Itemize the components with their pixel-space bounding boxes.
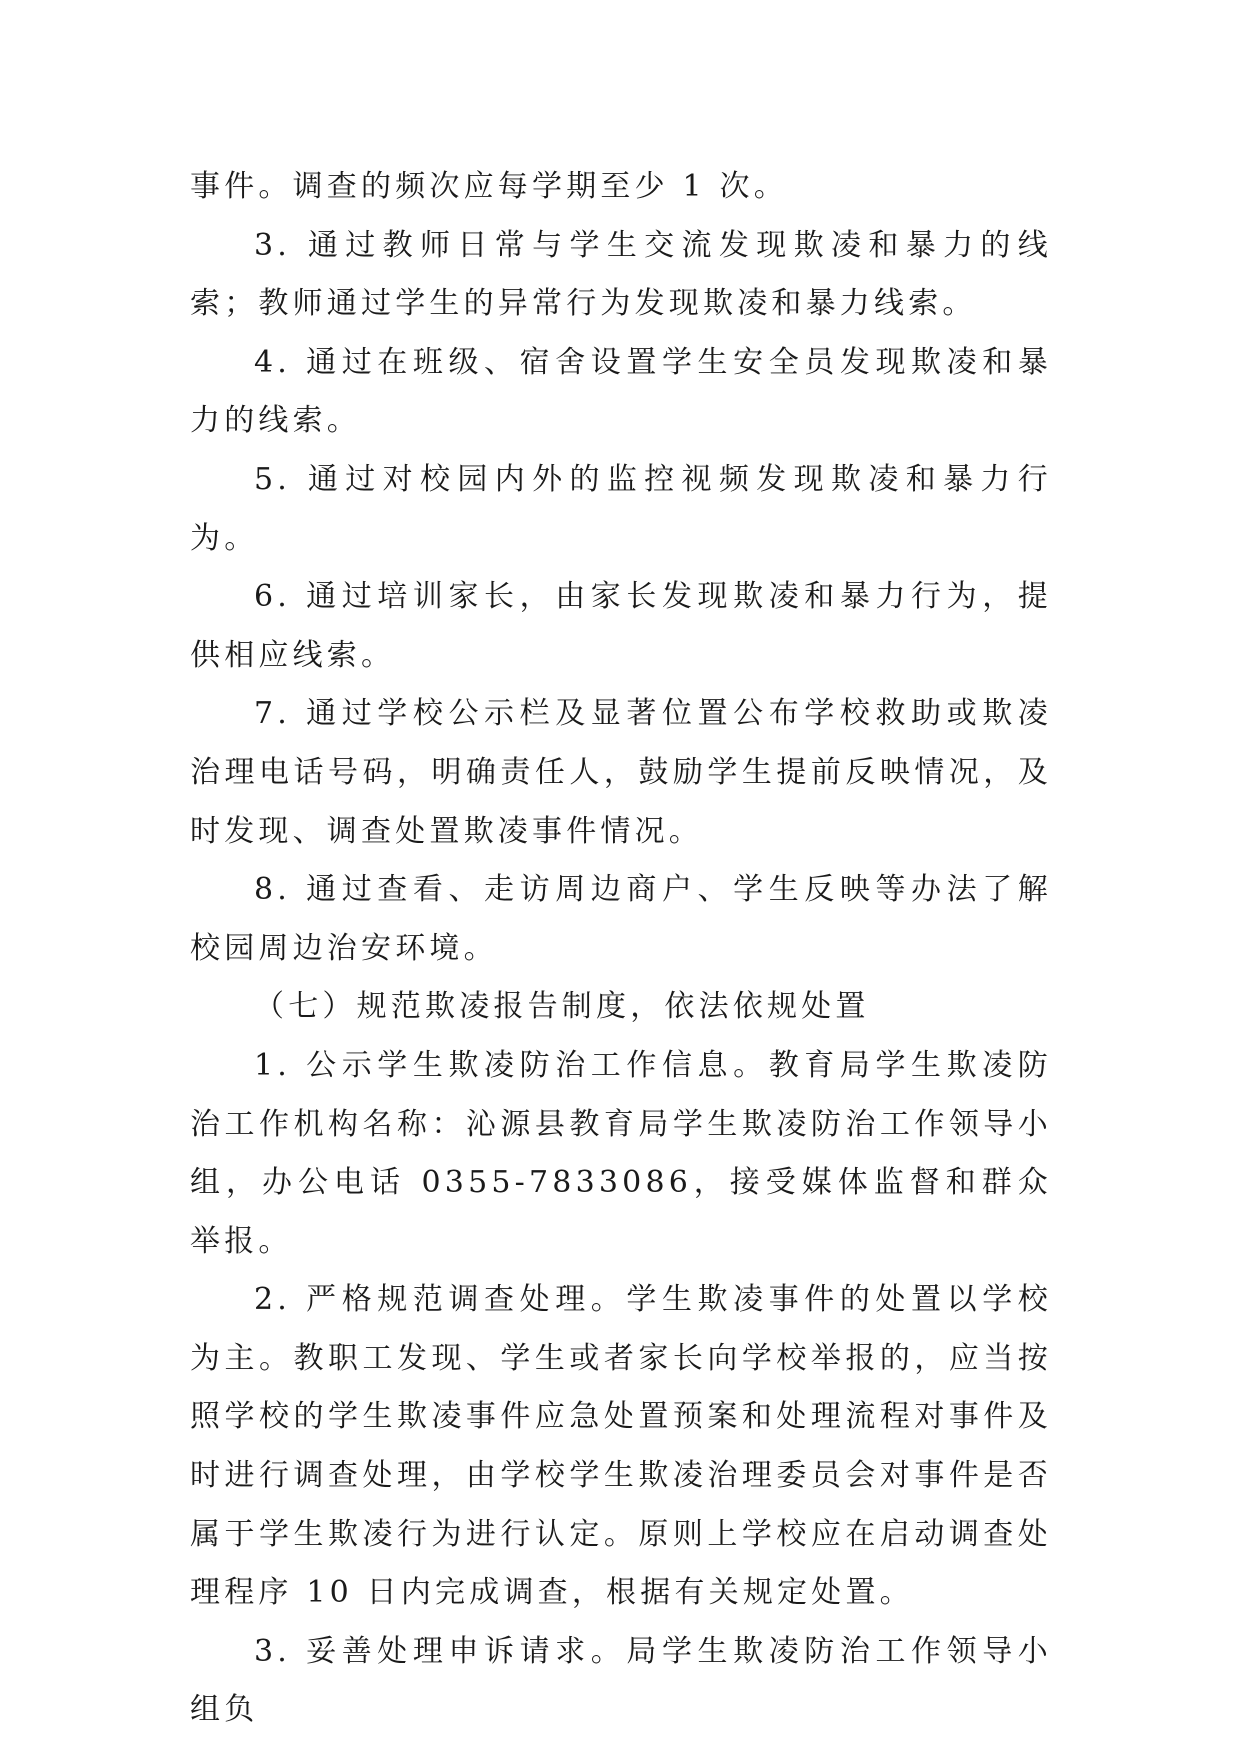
paragraph-item-3: 3. 通过教师日常与学生交流发现欺凌和暴力的线索；教师通过学生的异常行为发现欺凌和暴力线索。 (190, 227, 1052, 322)
paragraph-sub-1: 1. 公示学生欺凌防治工作信息。教育局学生欺凌防治工作机构名称：沁源县教育局学生欺凌防治工作领导小组，办公电话 0355-7833086，接受媒体监督和群众举报。 (190, 1047, 1052, 1259)
paragraph-sub-2: 2. 严格规范调查处理。学生欺凌事件的处置以学校为主。教职工发现、学生或者家长向学校举报的，应当按照学校的学生欺凌事件应急处置预案和处理流程对事件及时进行调查处理，由学校学生欺凌治理委员会对事件是否属于学生欺凌行为进行认定。原则上学校应在启动调查处理程序 10 日内完成调查，根据有关规定处置。 (190, 1282, 1052, 1611)
paragraph-item-6: 6. 通过培训家长，由家长发现欺凌和暴力行为，提供相应线索。 (190, 579, 1052, 673)
paragraph-item-4: 4. 通过在班级、宿舍设置学生安全员发现欺凌和暴力的线索。 (190, 344, 1052, 439)
section-heading: （七）规范欺凌报告制度，依法依规处置 (254, 989, 870, 1025)
paragraph-item-7: 7. 通过学校公示栏及显著位置公布学校救助或欺凌治理电话号码，明确责任人，鼓励学生提前反映情况，及时发现、调查处置欺凌事件情况。 (190, 696, 1052, 849)
paragraph-item-5: 5. 通过对校园内外的监控视频发现欺凌和暴力行为。 (190, 461, 1052, 556)
paragraph-sub-3: 3. 妥善处理申诉请求。局学生欺凌防治工作领导小组负 (190, 1633, 1052, 1728)
paragraph-continuation: 事件。调查的频次应每学期至少 1 次。 (190, 169, 788, 204)
paragraph-item-8: 8. 通过查看、走访周边商户、学生反映等办法了解校园周边治安环境。 (190, 872, 1052, 966)
body-text (190, 158, 1052, 1740)
